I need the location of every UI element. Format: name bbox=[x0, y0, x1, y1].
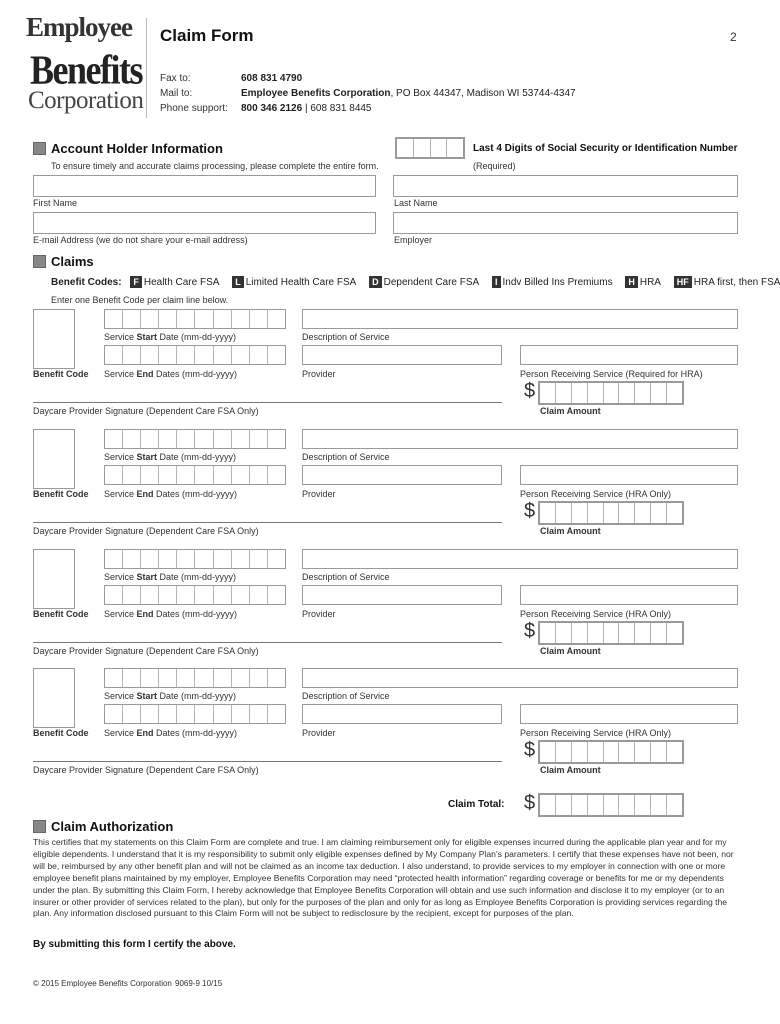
code-label-l: Limited Health Care FSA bbox=[245, 277, 357, 288]
page-number: 2 bbox=[730, 30, 737, 44]
claim-line-4 bbox=[0, 359, 770, 775]
code-label-hf: HRA first, then FSA bbox=[693, 277, 780, 288]
mail-value-company: Employee Benefits Corporation bbox=[241, 88, 391, 99]
claim-amount-label: Claim Amount bbox=[540, 526, 601, 536]
claims-heading: Claims bbox=[51, 254, 94, 269]
daycare-signature-label: Daycare Provider Signature (Dependent Care FSA Only) bbox=[33, 646, 259, 656]
claim-total-label: Claim Total: bbox=[448, 799, 505, 810]
person-receiving-label: Person Receiving Service (Required for HRA) bbox=[520, 369, 703, 379]
claim-total-dollar: $ bbox=[524, 792, 536, 814]
benefit-code-label: Benefit Code bbox=[33, 728, 89, 738]
benefit-codes-label: Benefit Codes: bbox=[51, 277, 122, 288]
first-name-label: First Name bbox=[33, 198, 78, 208]
daycare-signature-line[interactable] bbox=[33, 761, 502, 762]
copyright: © 2015 Employee Benefits Corporation bbox=[33, 979, 172, 988]
claims-instruction: Enter one Benefit Code per claim line below. bbox=[51, 295, 229, 305]
code-badge-d: D bbox=[369, 276, 382, 288]
fax-value: 608 831 4790 bbox=[241, 73, 303, 84]
logo-benefits: Benefits bbox=[30, 46, 142, 93]
section-marker-icon bbox=[33, 820, 46, 833]
logo-employee: Employee bbox=[26, 12, 132, 42]
service-end-date-input[interactable] bbox=[104, 704, 286, 724]
person-receiving-label: Person Receiving Service (HRA Only) bbox=[520, 728, 672, 738]
service-start-label: Service Start Date (mm-dd-yyyy) bbox=[104, 452, 237, 462]
provider-field[interactable] bbox=[302, 704, 502, 724]
mail-value-address: , PO Box 44347, Madison WI 53744-4347 bbox=[390, 88, 576, 99]
code-label-d: Dependent Care FSA bbox=[383, 277, 480, 288]
service-start-date-input[interactable] bbox=[104, 668, 286, 688]
phone-value-main: 800 346 2126 bbox=[241, 103, 303, 114]
code-badge-i: I bbox=[492, 276, 501, 288]
claim-total-input[interactable] bbox=[538, 793, 684, 817]
account-instruction: To ensure timely and accurate claims processing, please complete the entire form. bbox=[51, 161, 379, 171]
person-receiving-label: Person Receiving Service (HRA Only) bbox=[520, 609, 672, 619]
form-id: 9069-9 10/15 bbox=[175, 979, 223, 988]
account-heading: Account Holder Information bbox=[51, 141, 223, 156]
code-label-f: Health Care FSA bbox=[143, 277, 220, 288]
description-field[interactable] bbox=[302, 668, 738, 688]
code-badge-f: F bbox=[130, 276, 142, 288]
authorization-heading: Claim Authorization bbox=[51, 819, 174, 834]
dollar-sign: $ bbox=[524, 739, 536, 761]
certify-statement: By submitting this form I certify the above. bbox=[33, 939, 236, 950]
provider-label: Provider bbox=[302, 609, 336, 619]
code-label-i: Indv Billed Ins Premiums bbox=[502, 277, 613, 288]
claim-amount-label: Claim Amount bbox=[540, 765, 601, 775]
provider-field[interactable] bbox=[302, 585, 502, 605]
description-label: Description of Service bbox=[302, 332, 390, 342]
benefit-code-box[interactable] bbox=[33, 668, 75, 728]
person-receiving-label: Person Receiving Service (HRA Only) bbox=[520, 489, 672, 499]
claim-amount-label: Claim Amount bbox=[540, 406, 601, 416]
dollar-sign: $ bbox=[524, 380, 536, 402]
claim-amount-input[interactable] bbox=[538, 740, 684, 764]
service-end-label: Service End Dates (mm-dd-yyyy) bbox=[104, 489, 238, 499]
phone-value-alt: | 608 831 8445 bbox=[302, 103, 372, 114]
service-start-label: Service Start Date (mm-dd-yyyy) bbox=[104, 332, 237, 342]
employer-label: Employer bbox=[394, 235, 433, 245]
provider-label: Provider bbox=[302, 369, 336, 379]
service-start-label: Service Start Date (mm-dd-yyyy) bbox=[104, 691, 237, 701]
benefit-code-label: Benefit Code bbox=[33, 489, 89, 499]
service-end-label: Service End Dates (mm-dd-yyyy) bbox=[104, 369, 238, 379]
person-receiving-field[interactable] bbox=[520, 585, 738, 605]
description-label: Description of Service bbox=[302, 452, 390, 462]
benefit-code-label: Benefit Code bbox=[33, 369, 89, 379]
ssn-heading: Last 4 Digits of Social Security or Identification Number bbox=[473, 143, 738, 154]
person-receiving-field[interactable] bbox=[520, 704, 738, 724]
service-start-label: Service Start Date (mm-dd-yyyy) bbox=[104, 572, 237, 582]
service-end-date-input[interactable] bbox=[104, 585, 286, 605]
claim-amount-input[interactable] bbox=[538, 621, 684, 645]
code-badge-hf: HF bbox=[674, 276, 692, 288]
service-end-label: Service End Dates (mm-dd-yyyy) bbox=[104, 609, 238, 619]
daycare-signature-line[interactable] bbox=[33, 642, 502, 643]
logo-corporation: Corporation bbox=[28, 87, 144, 114]
description-label: Description of Service bbox=[302, 572, 390, 582]
mail-label: Mail to: bbox=[160, 88, 193, 99]
code-badge-h: H bbox=[625, 276, 638, 288]
phone-label: Phone support: bbox=[160, 103, 228, 114]
daycare-signature-label: Daycare Provider Signature (Dependent Care FSA Only) bbox=[33, 526, 259, 536]
dollar-sign: $ bbox=[524, 620, 536, 642]
benefit-code-label: Benefit Code bbox=[33, 609, 89, 619]
dollar-sign: $ bbox=[524, 500, 536, 522]
service-end-label: Service End Dates (mm-dd-yyyy) bbox=[104, 728, 238, 738]
description-label: Description of Service bbox=[302, 691, 390, 701]
fax-label: Fax to: bbox=[160, 73, 191, 84]
email-label: E-mail Address (we do not share your e-mail address) bbox=[33, 235, 248, 245]
provider-label: Provider bbox=[302, 728, 336, 738]
daycare-signature-label: Daycare Provider Signature (Dependent Care FSA Only) bbox=[33, 406, 259, 416]
authorization-text: This certifies that my statements on this Claim Form are complete and true. I am claiming reimbursement only for eligible expenses incurred during the applicable plan year and for my eligible dependents. I understand that it is my responsibility to submit only eligible expenses defined by My Company Plan’s parameters. I certify that these expenses have not been, nor will be, reimbursed by any other benefit plan and will not be claimed as an income tax deduction. I also understand, to provide services to my employer in connection with one or more employee benefit plans maintained by my employer, Employee Benefits Corporation may need “protected health information” regarding coverage or benefits for me or my dependents under the plan. By submitting this Claim Form, I hereby acknowledge that Employee Benefits Corporation will obtain and use such information and disclose it to my employer (or to an insurer or other provider of services related to the plan), but only for the purposes of the plan and only for as long as Employee Benefits Corporation is providing services regarding the plan. Any information disclosed pursuant to this Claim Form will not be subject to redisclosure by the recipient, except for purposes of the plan. bbox=[33, 837, 734, 919]
form-title: Claim Form bbox=[160, 26, 254, 45]
provider-label: Provider bbox=[302, 489, 336, 499]
daycare-signature-label: Daycare Provider Signature (Dependent Care FSA Only) bbox=[33, 765, 259, 775]
code-label-h: HRA bbox=[639, 277, 661, 288]
code-badge-l: L bbox=[232, 276, 244, 288]
ssn-required: (Required) bbox=[473, 161, 516, 171]
claim-amount-label: Claim Amount bbox=[540, 646, 601, 656]
last-name-label: Last Name bbox=[394, 198, 438, 208]
